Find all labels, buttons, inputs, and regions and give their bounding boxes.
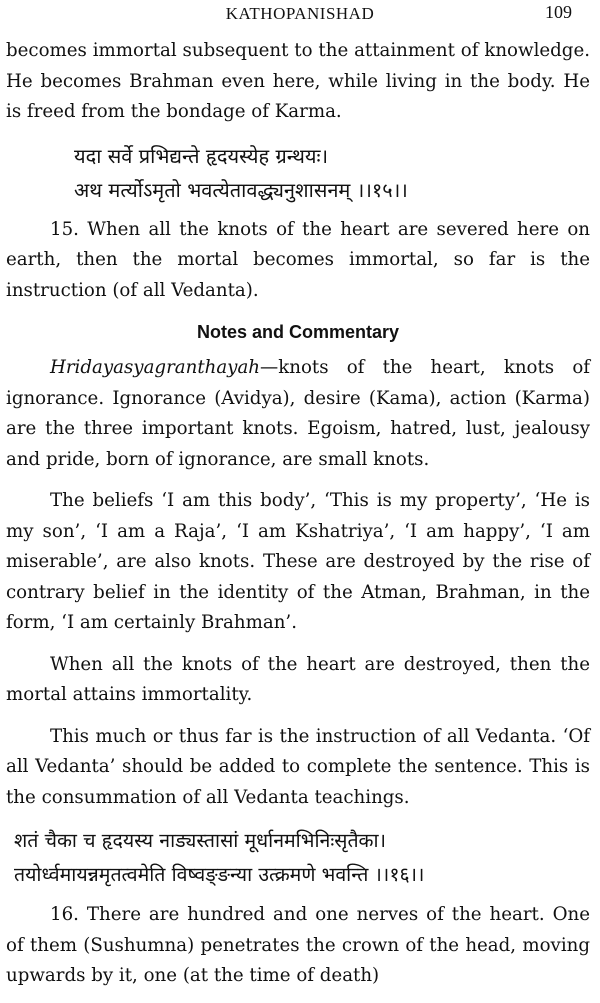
verse-16-translation: 16. There are hundred and one nerves of the heart. One of them (Sushumna) penetrates the crown of the head, moving upwards by it, one (at the time of death)	[6, 904, 590, 986]
commentary-paragraph-1	[6, 353, 590, 475]
verse-15-translation: 15. When all the knots of the heart are severed here on earth, then the mortal becomes immortal, so far is the instruction (of all Vedanta).	[6, 218, 590, 301]
verse-15-line-2: अथ मर्त्योऽमृतो भवत्येतावद्ध्यनुशासनम् ।।१५।।	[74, 177, 408, 202]
section-heading: Notes and Commentary	[196, 322, 400, 342]
verse-16-line-1: शतं चैका च हृदयस्य नाड्यस्तासां मूर्धानमभिनिःसृतैका।	[14, 829, 386, 852]
running-title: KATHOPANISHAD	[225, 4, 375, 23]
commentary-paragraph-3: When all the knots of the heart are destroyed, then the mortal attains immortality.	[6, 653, 590, 705]
commentary-paragraph-1-text: —knots of the heart, knots of ignorance. Ignorance (Avidya), desire (Kama), action (Karma) are the three important knots. Egoism, hatred, lust, jealousy and pride, born of ignorance, are small knots.	[6, 357, 590, 470]
commentary-paragraph-4: This much or thus far is the instruction of all Vedanta. ‘Of all Vedanta’ should be added to complete the sentence. This is the consummation of all Vedanta teachings.	[6, 725, 590, 808]
commentary-paragraph-2: The beliefs ‘I am this body’, ‘This is my property’, ‘He is my son’, ‘I am a Raja’, ‘I am Kshatriya’, ‘I am happy’, ‘I am miserable’, are also knots. These are destroyed by the rise of contrary belief in the identity of the Atman, Brahman, in the form, ‘I am certainly Brahman’.	[6, 490, 590, 633]
verse-15-line-1: यदा सर्वे प्रभिद्यन्ते हृदयस्येह ग्रन्थयः।	[74, 143, 329, 168]
page-header	[0, 0, 600, 30]
page-body	[6, 36, 590, 1003]
sanskrit-term: Hridayasyagranthayah	[50, 357, 261, 378]
verse-16-line-2: तयोर्ध्वमायन्नमृतत्वमेति विष्वङ्ङन्या उत्क्रमणे भवन्ति ।।१६।।	[14, 863, 425, 886]
sanskrit-verse-15	[6, 139, 590, 207]
page-number: 109	[545, 2, 572, 22]
paragraph-continuation: becomes immortal subsequent to the attainment of knowledge. He becomes Brahman even here, while living in the body. He is freed from the bondage of Karma.	[6, 40, 590, 122]
sanskrit-verse-16	[6, 824, 590, 892]
